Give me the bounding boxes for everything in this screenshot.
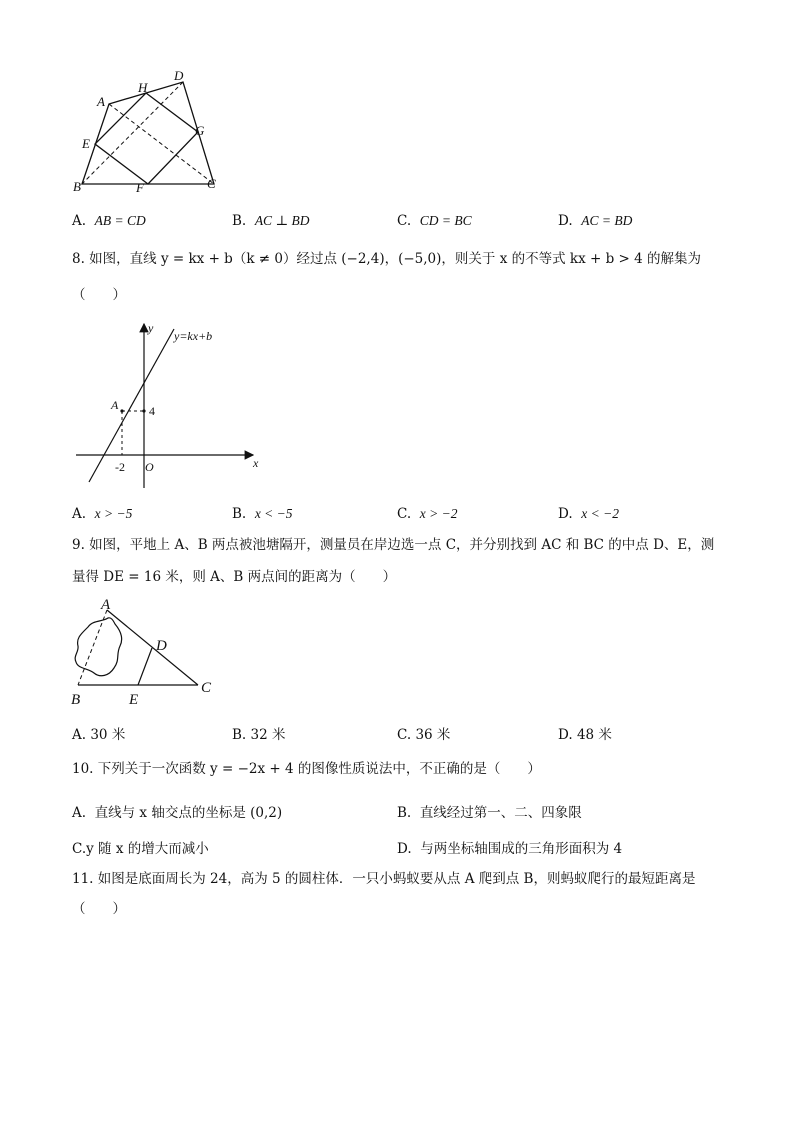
label-d: D [156, 638, 167, 654]
point-a-label: A [111, 398, 119, 412]
q8-option-b[interactable]: B. x < −5 [232, 506, 293, 522]
q9-option-b[interactable]: B. 32 米 [232, 727, 286, 743]
q11-stem-line1: 11. 如图是底面周长为 24，高为 5 的圆柱体．一只小蚂蚁要从点 A 爬到点 B，则蚂蚁爬行的最短距离是 [72, 871, 696, 887]
q8-option-d[interactable]: D. x < −2 [558, 506, 619, 522]
q8-stem-line2: （ ） [72, 287, 126, 303]
q7-option-d[interactable]: D. AC = BD [558, 213, 633, 229]
label-h: H [138, 80, 148, 95]
q9-option-c[interactable]: C. 36 米 [397, 727, 451, 743]
q7-option-a[interactable]: A. AB = CD [72, 213, 146, 229]
q8-option-a[interactable]: A. x > −5 [72, 506, 133, 522]
q9-option-a[interactable]: A. 30 米 [72, 727, 126, 743]
side-ac [107, 610, 198, 685]
q7-option-b[interactable]: B. AC ⊥ BD [232, 213, 310, 229]
label-b: B [73, 179, 81, 194]
line-label: y=kx+b [174, 329, 213, 343]
diagonal-ac [109, 104, 214, 184]
q9-stem-line2: 量得 DE = 16 米，则 A、B 两点间的距离为（ ） [72, 569, 397, 585]
midpoint-quadrilateral-ehgf [95, 93, 198, 184]
label-e: E [129, 692, 139, 708]
label-e: E [82, 136, 90, 151]
q10-option-a[interactable]: A. 直线与 x 轴交点的坐标是 (0,2) [72, 805, 283, 821]
label-c: C [207, 176, 216, 191]
segment-de [138, 648, 152, 685]
label-d: D [174, 68, 184, 83]
q8-figure [70, 316, 270, 496]
label-c: C [201, 680, 212, 696]
q11-stem-line2: （ ） [72, 901, 126, 917]
q10-option-b[interactable]: B. 直线经过第一、二、四象限 [397, 805, 582, 821]
line-y-kx-b [89, 329, 174, 482]
q10-option-c[interactable]: C.y 随 x 的增大而减小 [72, 841, 209, 857]
label-b: B [71, 692, 81, 708]
label-f: F [136, 180, 144, 195]
y-tick-4: 4 [149, 404, 155, 418]
label-a: A [101, 597, 111, 613]
q7-figure [62, 64, 232, 199]
q9-figure [62, 596, 222, 711]
pond-outline [75, 618, 121, 676]
q9-stem-line1: 9. 如图，平地上 A、B 两点被池塘隔开，测量员在岸边选一点 C，并分别找到 AC 和 BC 的中点 D、E，测 [72, 537, 715, 553]
label-a: A [97, 94, 105, 109]
hidden-ab [78, 610, 107, 685]
y-axis-label: y [148, 321, 154, 335]
x-tick-neg2: -2 [115, 460, 125, 474]
q9-option-d[interactable]: D. 48 米 [558, 727, 612, 743]
q10-stem: 10. 下列关于一次函数 y = −2x + 4 的图像性质说法中，不正确的是（ ） [72, 761, 541, 777]
q8-stem-line1: 8. 如图，直线 y = kx + b（k ≠ 0）经过点 (−2,4)，(−5,0)，则关于 x 的不等式 kx + b > 4 的解集为 [72, 251, 701, 267]
q10-option-d[interactable]: D. 与两坐标轴围成的三角形面积为 4 [397, 841, 623, 857]
x-axis-label: x [253, 456, 259, 470]
q8-option-c[interactable]: C. x > −2 [397, 506, 458, 522]
label-g: G [195, 123, 205, 138]
origin-label: O [145, 460, 154, 474]
q7-option-c[interactable]: C. CD = BC [397, 213, 472, 229]
